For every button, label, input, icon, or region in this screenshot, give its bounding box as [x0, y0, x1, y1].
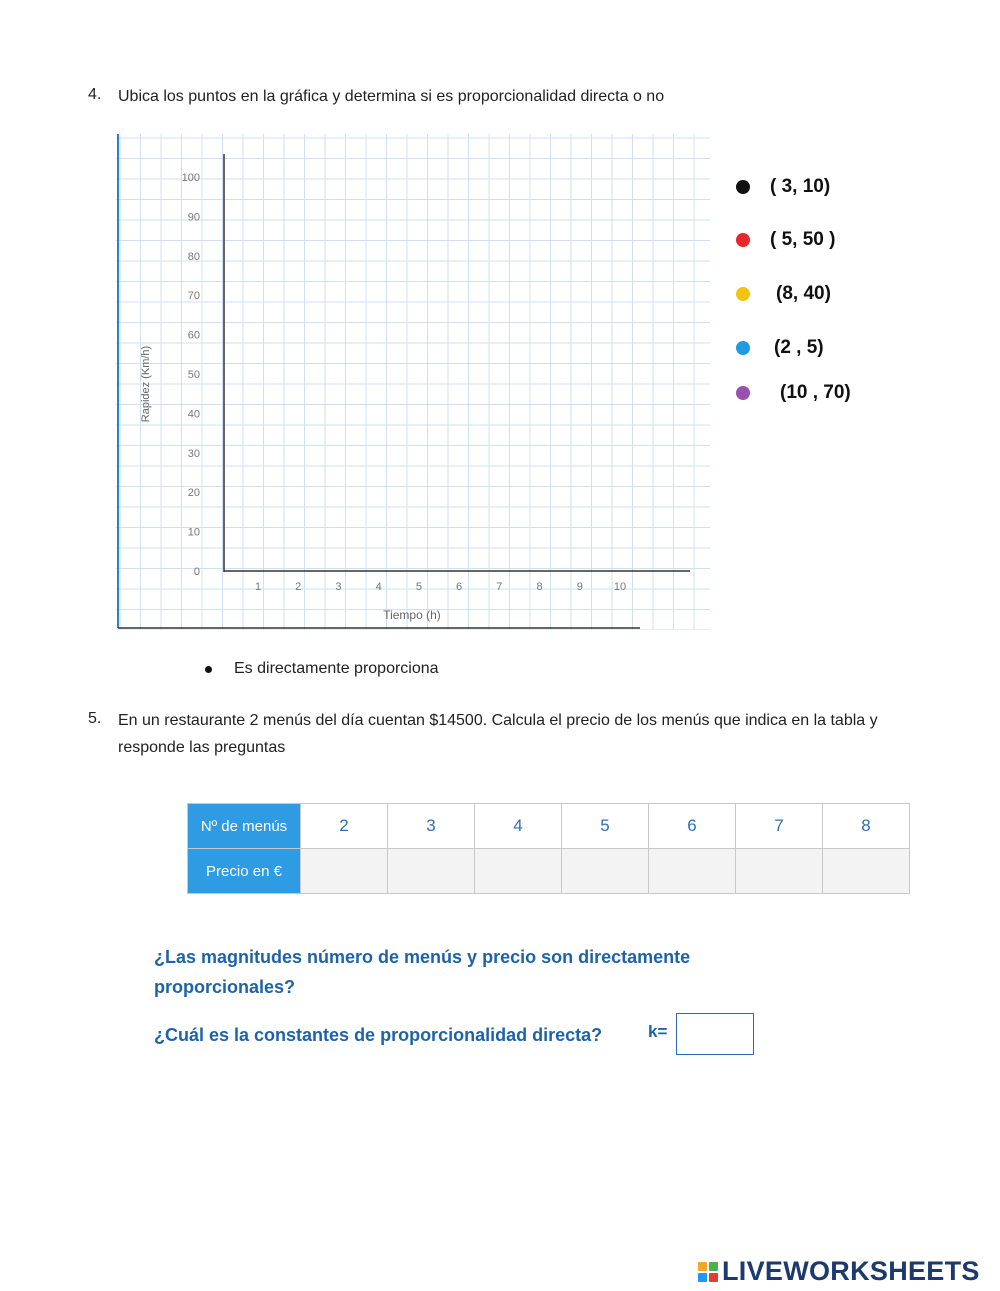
question-4-text: Ubica los puntos en la gráfica y determina si es proporcionalidad directa o no	[118, 88, 665, 105]
y-tick-label: 80	[187, 250, 200, 263]
menus-cell: 5	[562, 804, 649, 849]
y-tick-label: 70	[187, 290, 200, 303]
price-input-cell[interactable]	[388, 849, 475, 894]
menus-cell: 7	[736, 804, 823, 849]
speed-time-chart[interactable]	[116, 134, 710, 630]
legend-point-2	[736, 228, 835, 252]
black-dot-icon	[736, 180, 750, 194]
y-tick-label: 40	[187, 408, 200, 421]
menus-cell: 3	[388, 804, 475, 849]
y-axis-label: Rapidez (Km/h)	[140, 345, 152, 423]
y-tick-label: 100	[181, 172, 200, 184]
answer-4-text: Es directamente proporciona	[234, 660, 439, 677]
grid-lines	[116, 134, 710, 630]
price-input-cell[interactable]	[301, 849, 388, 894]
legend-label: ( 5, 50 )	[770, 229, 836, 250]
price-input-cell[interactable]	[823, 849, 910, 894]
x-tick-label: 10	[613, 581, 627, 593]
y-tick-label: 50	[187, 369, 200, 381]
legend-label: ( 3, 10)	[770, 176, 831, 197]
answer-4	[205, 660, 439, 678]
y-tick-label: 60	[187, 329, 200, 342]
x-tick-labels	[255, 581, 626, 593]
price-input-cell[interactable]	[736, 849, 823, 894]
question-5a: ¿Las magnitudes número de menús y precio son directamente proporcionales?	[154, 947, 691, 997]
x-tick-label: 9	[576, 581, 583, 593]
question-4-number: 4.	[88, 86, 102, 103]
menus-cell: 4	[475, 804, 562, 849]
price-input-cell[interactable]	[649, 849, 736, 894]
k-answer-box[interactable]	[676, 1013, 754, 1055]
x-tick-label: 8	[536, 581, 543, 593]
x-tick-label: 2	[295, 581, 302, 593]
k-label: k=	[648, 1022, 668, 1041]
x-tick-label: 1	[254, 581, 262, 593]
y-tick-label: 10	[187, 526, 200, 539]
x-tick-label: 7	[496, 581, 503, 593]
blue-dot-icon	[736, 341, 750, 355]
x-tick-label: 3	[335, 581, 342, 593]
coordinate-grid[interactable]	[116, 134, 710, 630]
price-input-cell[interactable]	[562, 849, 649, 894]
legend-label: (2 , 5)	[774, 337, 824, 358]
x-tick-label: 4	[375, 581, 382, 593]
legend-point-4	[736, 336, 824, 360]
legend-point-3	[736, 282, 831, 306]
question-5-text: En un restaurante 2 menús del día cuentan $14500. Calcula el precio de los menús que indica en la tabla y responde las preguntas	[118, 712, 878, 756]
menu-price-table	[187, 803, 910, 894]
x-axis-label: Tiempo (h)	[383, 608, 441, 622]
logo-blocks-icon	[698, 1262, 718, 1282]
logo-text: LIVEWORKSHEETS	[722, 1256, 980, 1286]
question-5-number: 5.	[88, 710, 102, 727]
y-tick-label: 0	[193, 566, 200, 578]
question-5b: ¿Cuál es la constantes de proporcionalidad directa?	[154, 1025, 603, 1045]
menus-cell: 6	[649, 804, 736, 849]
menus-cell: 2	[301, 804, 388, 849]
y-tick-label: 30	[187, 447, 200, 460]
legend-label: (10 , 70)	[780, 382, 851, 403]
legend-point-1	[736, 175, 830, 199]
y-tick-label: 90	[187, 211, 200, 224]
red-dot-icon	[736, 233, 750, 247]
legend-label: (8, 40)	[776, 283, 831, 304]
table-row-menus	[188, 804, 910, 849]
table-row-prices	[188, 849, 910, 894]
row-header-menus: Nº de menús	[188, 804, 301, 849]
menus-cell: 8	[823, 804, 910, 849]
yellow-dot-icon	[736, 287, 750, 301]
purple-dot-icon	[736, 386, 750, 400]
price-input-cell[interactable]	[475, 849, 562, 894]
y-tick-labels	[182, 172, 200, 578]
x-tick-label: 6	[456, 581, 463, 593]
y-tick-label: 20	[187, 487, 200, 500]
legend-point-5	[736, 381, 851, 405]
liveworksheets-logo	[698, 1256, 980, 1287]
bullet-icon	[205, 666, 212, 673]
row-header-price: Precio en €	[188, 849, 301, 894]
x-tick-label: 5	[415, 581, 422, 593]
